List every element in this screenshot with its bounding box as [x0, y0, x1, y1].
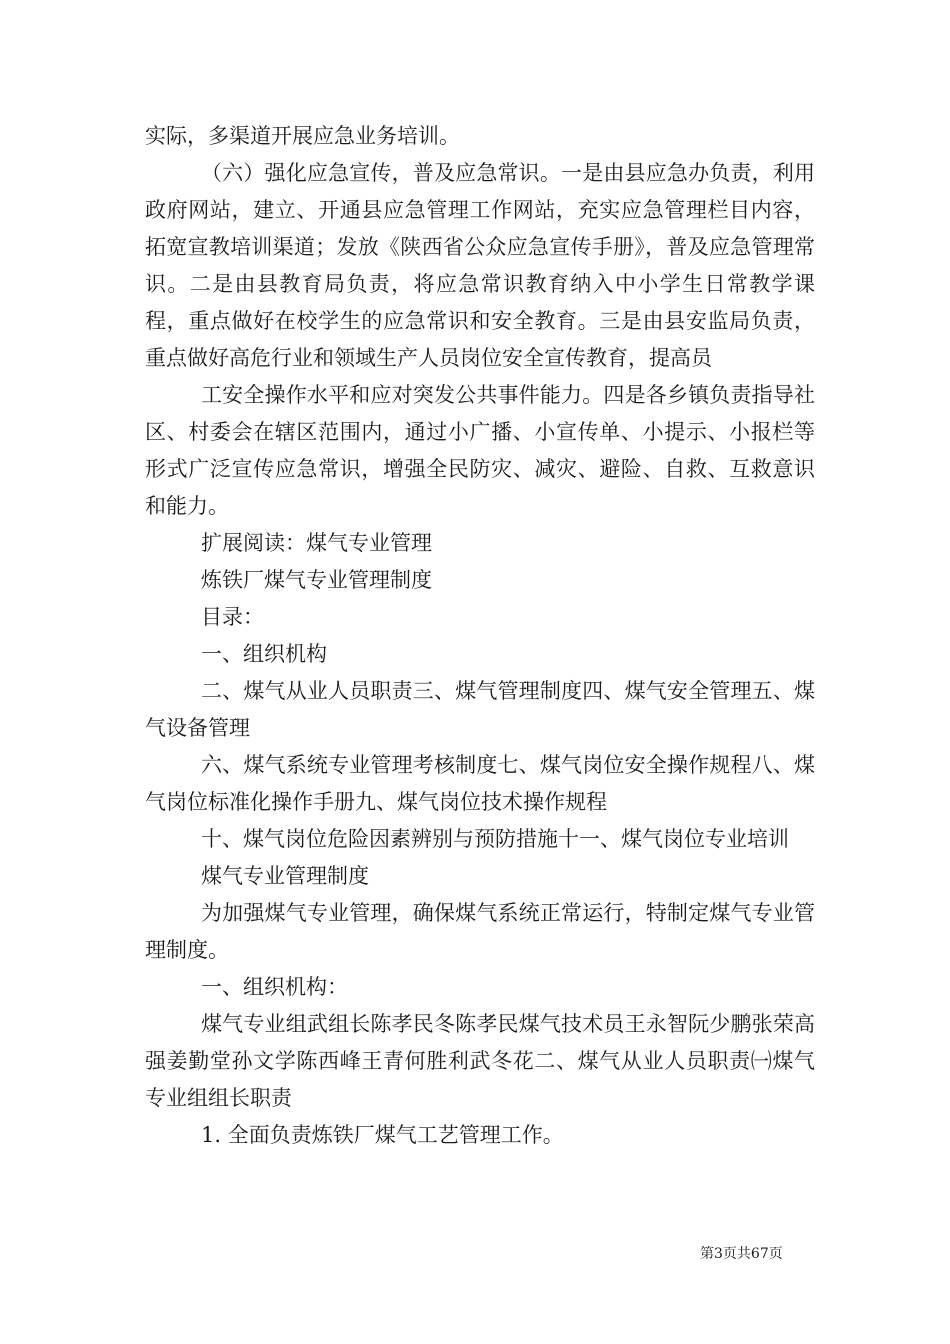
paragraph-14: 煤气专业组武组长陈孝民冬陈孝民煤气技术员王永智阮少鹏张荣高强姜勤堂孙文学陈西峰王青何胜利武冬花二、煤气从业人员职责㈠煤气专业组组长职责	[145, 1012, 815, 1110]
paragraph-2: （六）强化应急宣传，普及应急常识。一是由县应急办负责，利用政府网站，建立、开通县应急管理工作网站，充实应急管理栏目内容，拓宽宣教培训渠道；发放《陕西省公众应急宣传手册》，普及应急管理常识。二是由县教育局负责，将应急常识教育纳入中小学生日常教学课程，重点做好在校学生的应急常识和安全教育。三是由县安监局负责，重点做好高危行业和领域生产人员岗位安全宣传教育，提高员	[145, 161, 815, 370]
paragraph-4: 扩展阅读：煤气专业管理	[201, 531, 432, 555]
paragraph-1: 实际，多渠道开展应急业务培训。	[145, 124, 460, 148]
paragraph-12: 为加强煤气专业管理，确保煤气系统正常运行，特制定煤气专业管理制度。	[145, 901, 815, 962]
paragraph-15: 1. 全面负责炼铁厂煤气工艺管理工作。	[201, 1123, 564, 1147]
paragraph-13: 一、组织机构：	[201, 975, 348, 999]
paragraph-9: 六、煤气系统专业管理考核制度七、煤气岗位安全操作规程八、煤气岗位标准化操作手册九、煤气岗位技术操作规程	[145, 753, 815, 814]
paragraph-3: 工安全操作水平和应对突发公共事件能力。四是各乡镇负责指导社区、村委会在辖区范围内，通过小广播、小宣传单、小提示、小报栏等形式广泛宣传应急常识，增强全民防灾、减灾、避险、自救、互救意识和能力。	[145, 383, 815, 518]
paragraph-11: 煤气专业管理制度	[201, 864, 369, 888]
paragraph-8: 二、煤气从业人员职责三、煤气管理制度四、煤气安全管理五、煤气设备管理	[145, 679, 815, 740]
paragraph-7: 一、组织机构	[201, 642, 327, 666]
paragraph-5: 炼铁厂煤气专业管理制度	[201, 568, 432, 592]
paragraph-6: 目录：	[201, 605, 264, 629]
paragraph-10: 十、煤气岗位危险因素辨别与预防措施十一、煤气岗位专业培训	[201, 827, 789, 851]
page-number-footer: 第3页共67页	[700, 1246, 783, 1262]
document-body	[145, 118, 815, 1154]
